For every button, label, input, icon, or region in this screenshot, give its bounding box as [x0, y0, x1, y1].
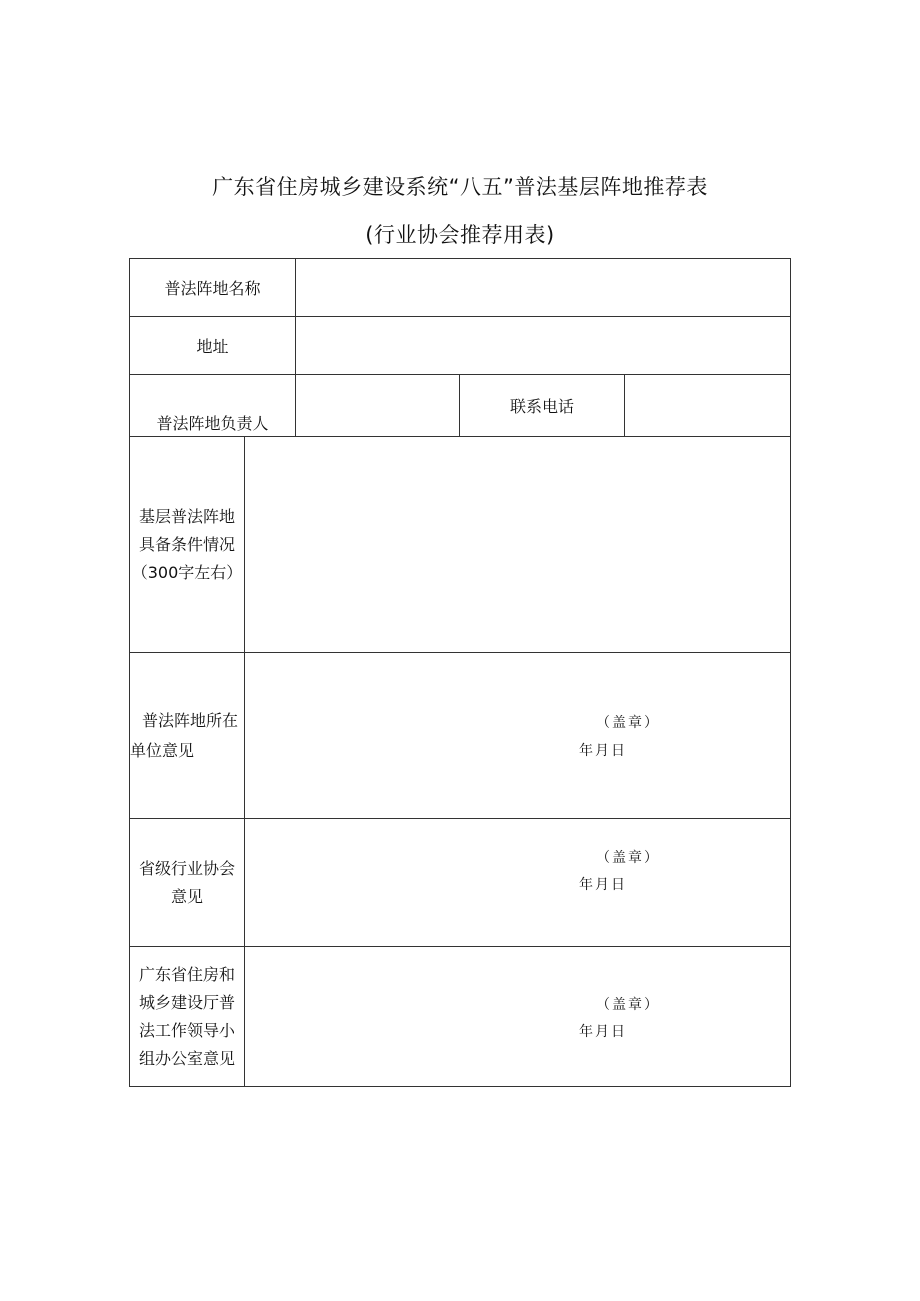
stamp-text: （盖章）: [596, 715, 660, 731]
name-label: 普法阵地名称: [130, 259, 296, 317]
recommendation-form-table: [129, 258, 791, 1087]
row-dept-opinion: [130, 947, 791, 1087]
row-conditions: [130, 437, 791, 653]
dept-opinion-label: 广东省住房和 城乡建设厅普 法工作领导小 组办公室意见: [130, 947, 245, 1087]
conditions-field[interactable]: [245, 437, 791, 653]
leader-label: 普法阵地负责人: [130, 375, 296, 437]
stamp-text: （盖章）: [596, 850, 660, 866]
phone-field[interactable]: [625, 375, 791, 437]
row-address: [130, 317, 791, 375]
name-field[interactable]: [296, 259, 791, 317]
date-text: 年月日: [579, 877, 627, 893]
phone-label: 联系电话: [460, 375, 625, 437]
leader-field[interactable]: [296, 375, 460, 437]
stamp-text: （盖章）: [596, 997, 660, 1013]
address-label: 地址: [130, 317, 296, 375]
form-title: 广东省住房城乡建设系统“八五”普法基层阵地推荐表: [212, 175, 708, 199]
address-field[interactable]: [296, 317, 791, 375]
conditions-label: 基层普法阵地 具备条件情况 （300字左右）: [130, 437, 245, 653]
row-leader-phone: [130, 375, 791, 437]
association-opinion-label: 省级行业协会 意见: [130, 819, 245, 947]
row-association-opinion: [130, 819, 791, 947]
row-name: [130, 259, 791, 317]
row-unit-opinion: [130, 653, 791, 819]
dept-opinion-field[interactable]: [245, 947, 791, 1087]
date-text: 年月日: [579, 743, 627, 759]
form-subtitle: (行业协会推荐用表): [365, 223, 555, 247]
unit-opinion-label: 普法阵地所在 单位意见: [130, 653, 245, 819]
date-text: 年月日: [579, 1024, 627, 1040]
association-opinion-field[interactable]: [245, 819, 791, 947]
unit-opinion-field[interactable]: [245, 653, 791, 819]
